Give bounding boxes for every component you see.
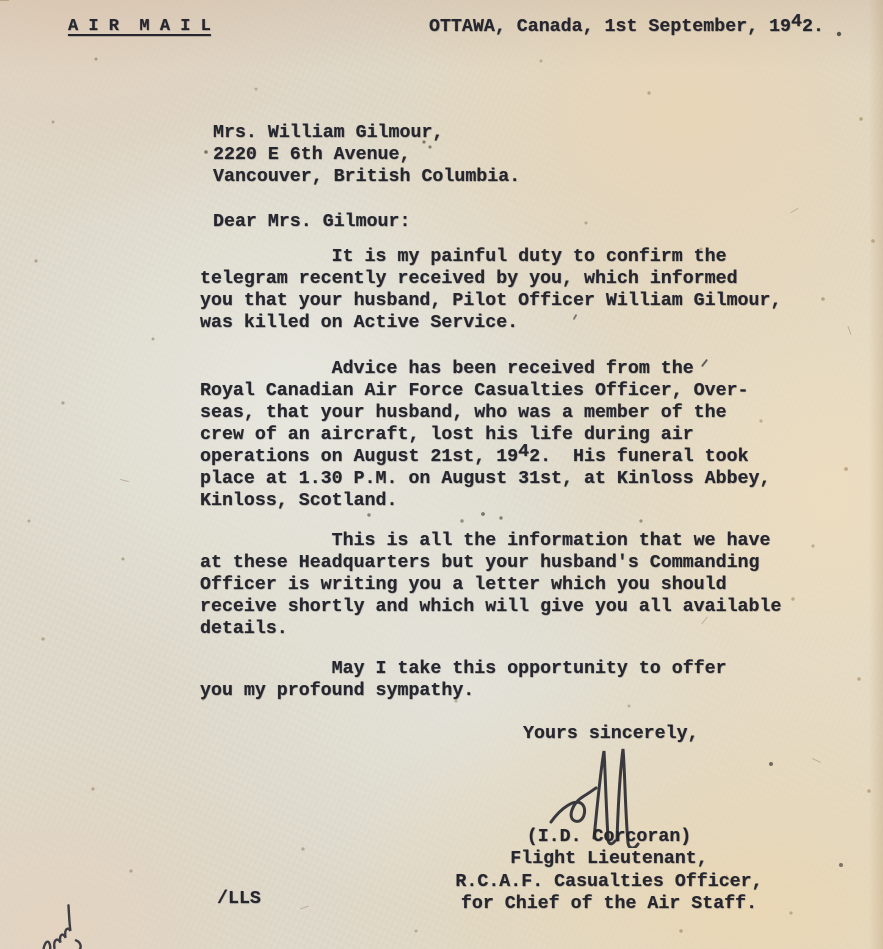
paragraph-line: Kinloss, Scotland. bbox=[200, 491, 398, 511]
paragraph-line: Advice has been received from the bbox=[200, 359, 694, 379]
paragraph-line: telegram recently received by you, which informed bbox=[200, 269, 738, 289]
paper-fiber bbox=[300, 905, 309, 909]
paragraph-line: This is all the information that we have bbox=[200, 531, 771, 551]
paragraph-line: you that your husband, Pilot Officer William Gilmour, bbox=[200, 291, 782, 311]
recipient-city: Vancouver, British Columbia. bbox=[213, 167, 521, 187]
signature-block bbox=[448, 826, 770, 916]
recipient-street: 2220 E 6th Avenue, bbox=[213, 145, 411, 165]
paragraph-4 bbox=[200, 658, 860, 702]
signature-title: R.C.A.F. Casualties Officer, bbox=[455, 871, 763, 892]
paragraph-line: It is my painful duty to confirm the bbox=[200, 247, 727, 267]
date-superscript-4: 4 bbox=[791, 12, 803, 32]
line-text-start: operations on August 21st, 19 bbox=[200, 447, 519, 467]
paragraph-line: Officer is writing you a letter which you should bbox=[200, 575, 727, 595]
signature-for-line: for Chief of the Air Staff. bbox=[460, 894, 758, 915]
paragraph-line: Royal Canadian Air Force Casualties Officer, Over- bbox=[200, 381, 749, 401]
salutation: Dear Mrs. Gilmour: bbox=[213, 212, 411, 232]
paragraph-line: at these Headquarters but your husband's Commanding bbox=[200, 553, 760, 573]
line-text-end: 2. His funeral took bbox=[529, 447, 749, 467]
paper-fiber bbox=[812, 758, 821, 763]
year-superscript-4: 4 bbox=[518, 442, 530, 462]
paragraph-line: details. bbox=[200, 619, 288, 639]
paragraph-line: you my profound sympathy. bbox=[200, 681, 475, 701]
paragraph-1 bbox=[200, 246, 860, 334]
handwritten-annotation bbox=[14, 873, 130, 949]
typist-initials: /LLS bbox=[217, 889, 261, 909]
recipient-name: Mrs. William Gilmour, bbox=[213, 123, 444, 143]
paragraph-line: crew of an aircraft, lost his life during air bbox=[200, 425, 694, 445]
airmail-label: A I R M A I L bbox=[68, 17, 211, 36]
date-text-end: 2. bbox=[802, 17, 824, 37]
closing: Yours sincerely, bbox=[523, 724, 699, 744]
paragraph-line: place at 1.30 P.M. on August 31st, at Kinloss Abbey, bbox=[200, 469, 771, 489]
paper-fiber bbox=[790, 208, 798, 213]
paragraph-2 bbox=[200, 358, 860, 512]
paragraph-3 bbox=[200, 530, 860, 640]
signature-rank: Flight Lieutenant, bbox=[510, 849, 708, 870]
recipient-address bbox=[213, 122, 520, 188]
signature-name: (I.D. Corcoran) bbox=[526, 827, 692, 847]
date-line bbox=[429, 12, 824, 38]
paragraph-line bbox=[200, 442, 860, 468]
paper-fiber bbox=[120, 479, 129, 482]
paper-fiber bbox=[0, 0, 9, 1]
paragraph-line: receive shortly and which will give you all available bbox=[200, 597, 782, 617]
date-text-start: OTTAWA, Canada, 1st September, 19 bbox=[429, 17, 792, 37]
paragraph-line: seas, that your husband, who was a member of the bbox=[200, 403, 727, 423]
paragraph-line: was killed on Active Service. bbox=[200, 313, 519, 333]
paragraph-line: May I take this opportunity to offer bbox=[200, 659, 727, 679]
